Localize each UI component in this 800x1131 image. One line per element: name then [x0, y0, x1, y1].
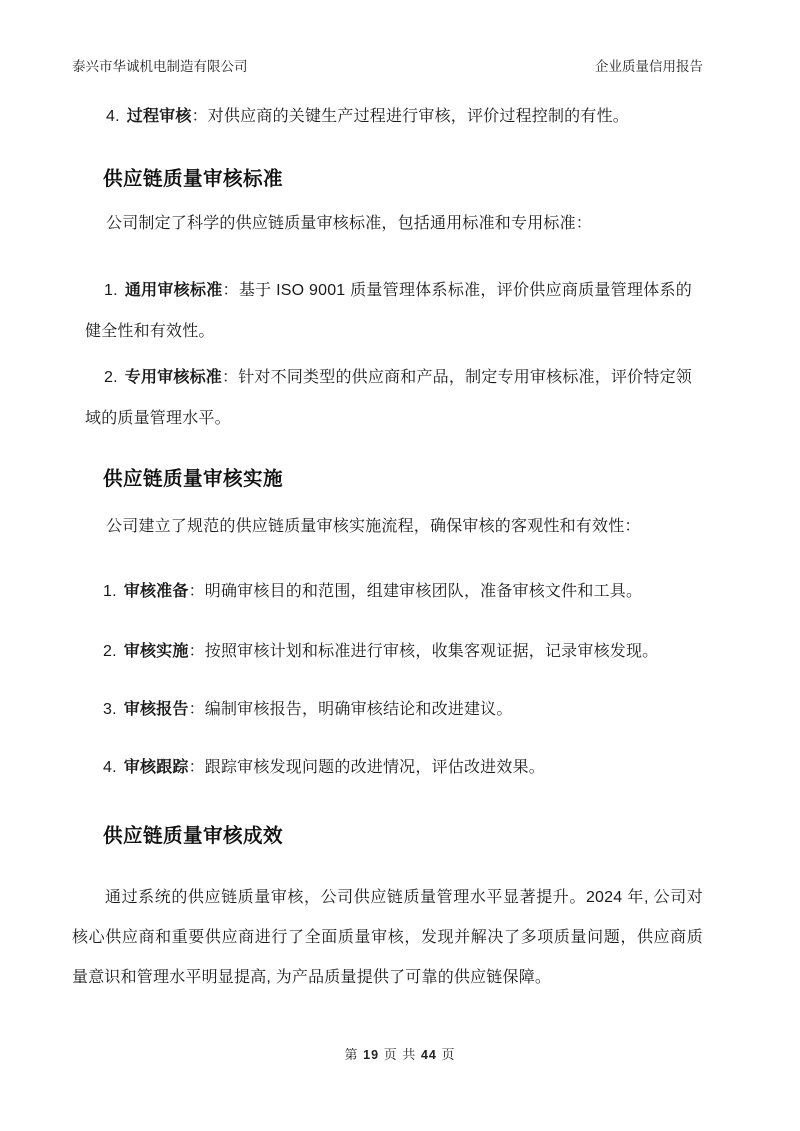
list-item-number: 1. — [103, 583, 117, 600]
section-heading-audit-standards: 供应链质量审核标准 — [103, 168, 284, 190]
list-item-number: 2. — [103, 643, 117, 660]
list-item — [72, 697, 703, 723]
list-item-label: 过程审核 — [126, 108, 192, 125]
list-item-text: ：按照审核计划和标准进行审核，收集客观证据，记录审核发现。 — [188, 643, 659, 660]
list-item-label: 审核报告 — [123, 701, 189, 718]
list-item-label: 专用审核标准 — [124, 369, 222, 386]
list-item-text: ：基于 ISO 9001 质量管理体系标准，评价供应商质量管理体系的健全性和有效性。 — [85, 282, 693, 340]
list-item-text: ：明确审核目的和范围，组建审核团队，准备审核文件和工具。 — [188, 583, 643, 600]
footer-total-pages: 44 — [420, 1048, 437, 1062]
footer-current-page: 19 — [363, 1048, 380, 1062]
footer-middle: 页 共 — [383, 1047, 417, 1062]
section-intro-paragraph: 公司建立了规范的供应链质量审核实施流程，确保审核的客观性和有效性： — [106, 518, 641, 535]
list-item-number: 4. — [103, 759, 117, 776]
list-item-label: 审核实施 — [123, 643, 189, 660]
header-company-name: 泰兴市华诚机电制造有限公司 — [72, 59, 248, 74]
list-item-text: ：跟踪审核发现问题的改进情况，评估改进效果。 — [188, 759, 545, 776]
list-item — [72, 270, 703, 352]
list-item-label: 审核准备 — [123, 583, 189, 600]
footer-suffix: 页 — [441, 1047, 456, 1062]
list-item-number: 4. — [106, 108, 120, 125]
list-item-number: 3. — [103, 701, 117, 718]
section-heading-audit-results: 供应链质量审核成效 — [103, 825, 284, 847]
list-item-label: 通用审核标准 — [124, 282, 223, 299]
list-item — [72, 755, 703, 781]
section-body-paragraph: 通过系统的供应链质量审核，公司供应链质量管理水平显著提升。2024 年, 公司对核心供应商和重要供应商进行了全面质量审核，发现并解决了多项质量问题，供应商质量意识和管理水平明显提高, 为产品质量提供了可靠的供应链保障。 — [72, 889, 703, 986]
list-item-text: ：对供应商的关键生产过程进行审核，评价过程控制的有性。 — [191, 108, 629, 125]
page-footer — [72, 1046, 728, 1064]
section-intro-paragraph: 公司制定了科学的供应链质量审核标准，包括通用标准和专用标准： — [106, 215, 593, 232]
list-item — [72, 104, 703, 130]
list-item-text: ：针对不同类型的供应商和产品，制定专用审核标准，评价特定领域的质量管理水平。 — [85, 369, 692, 427]
list-item — [72, 357, 703, 439]
list-item-text: ：编制审核报告，明确审核结论和改进建议。 — [188, 701, 513, 718]
list-item-number: 1. — [104, 282, 118, 299]
header-report-title: 企业质量信用报告 — [595, 59, 703, 74]
section-heading-audit-implementation: 供应链质量审核实施 — [103, 468, 284, 490]
list-item — [72, 579, 703, 605]
list-item-number: 2. — [104, 369, 118, 386]
list-item — [72, 639, 703, 665]
page-header — [72, 57, 703, 77]
footer-prefix: 第 — [344, 1047, 359, 1062]
list-item-label: 审核跟踪 — [123, 759, 189, 776]
